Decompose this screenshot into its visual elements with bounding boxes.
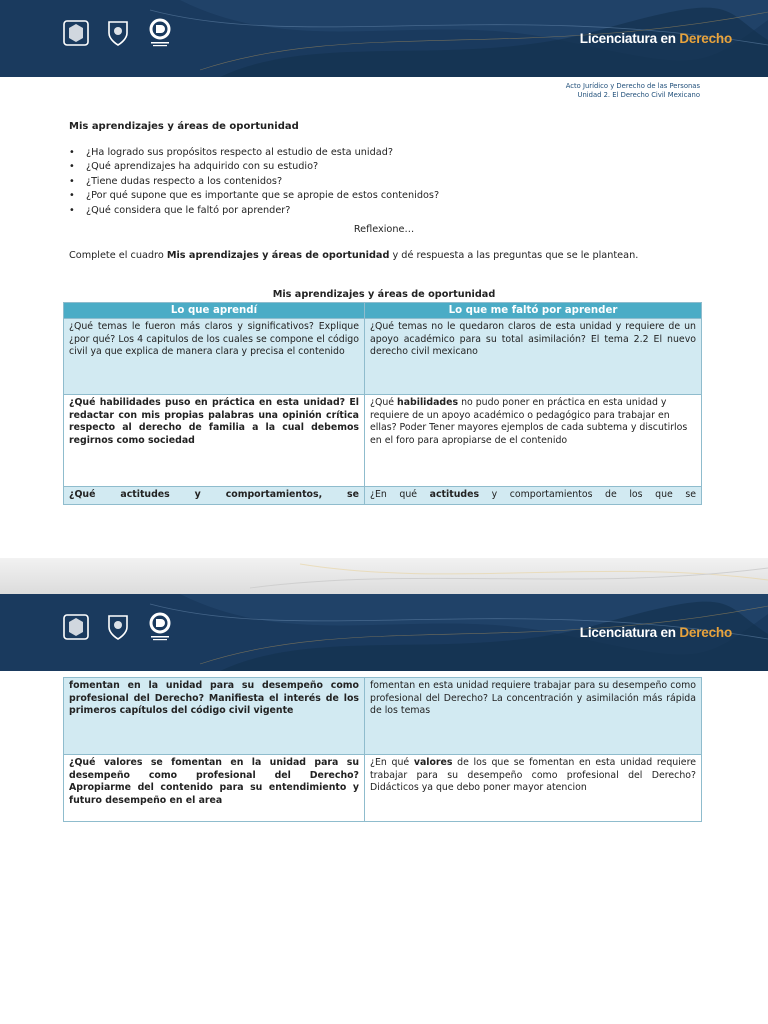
- column-header-missing: Lo que me faltó por aprender: [365, 303, 702, 319]
- course-title: Acto Jurídico y Derecho de las Personas: [565, 82, 700, 90]
- program-name: Licenciatura en Derecho: [579, 31, 732, 46]
- reflect-prompt: Reflexione…: [353, 224, 415, 235]
- faculty-shield-icon: [102, 16, 134, 50]
- question-item: • ¿Ha logrado sus propósitos respecto al estudio de esta unidad?: [69, 146, 439, 160]
- reflection-questions: [69, 146, 439, 218]
- unit-title: Unidad 2. El Derecho Civil Mexicano: [577, 91, 700, 99]
- question-item: • ¿Por qué supone que es importante que se apropie de estos contenidos?: [69, 189, 439, 203]
- learning-table-part-1: [63, 302, 702, 505]
- question-item: • ¿Qué considera que le faltó por aprender?: [69, 204, 439, 218]
- cell-topics-learned: ¿Qué temas le fueron más claros y significativos? Explique ¿por qué? Los 4 capitulos de los cuales se compone el código civil ya que explica de manera clara y precisa el contenido: [64, 319, 365, 395]
- course-reference: [566, 82, 700, 100]
- page-gap: [0, 558, 768, 594]
- cell-attitudes-learned: fomentan en la unidad para su desempeño como profesional del Derecho? Manifiesta el interés de los primeros capítulos del código civil vigente: [64, 678, 365, 755]
- table-caption: Mis aprendizajes y áreas de oportunidad: [272, 289, 496, 300]
- cell-attitudes-missing-top: ¿En qué actitudes y comportamientos de los que se: [365, 487, 702, 505]
- cell-values-missing: ¿En qué valores de los que se fomentan en esta unidad requiere trabajar para su desempeño como profesional del Derecho? Didácticos ya que debo poner mayor atencion: [365, 755, 702, 822]
- table-row: [64, 319, 702, 395]
- page-gap-decoration: [0, 558, 768, 594]
- table-row: [64, 755, 702, 822]
- table-row: [64, 487, 702, 505]
- section-title: Mis aprendizajes y áreas de oportunidad: [69, 121, 299, 132]
- cell-values-learned: ¿Qué valores se fomentan en la unidad para su desempeño como profesional del Derecho? Apropiarme del contenido para su entendimiento y futuro desempeño en el area: [64, 755, 365, 822]
- unam-seal-icon: [60, 610, 92, 644]
- cell-skills-missing: ¿Qué habilidades no pudo poner en práctica en esta unidad y requiere de un apoyo académico o pedagógico para trabajar en ellas? Poder Tener mayores ejemplos de cada subtema y discutirlos en el foro para apropiarse de el contenido: [365, 395, 702, 487]
- question-item: • ¿Qué aprendizajes ha adquirido con su estudio?: [69, 160, 439, 174]
- program-name: Licenciatura en Derecho: [579, 625, 732, 640]
- faculty-shield-icon: [102, 610, 134, 644]
- page-header-banner: [0, 594, 768, 671]
- learning-table-part-2: [63, 677, 702, 822]
- unam-seal-icon: [60, 16, 92, 50]
- table-row: [64, 395, 702, 487]
- cell-attitudes-missing: fomentan en esta unidad requiere trabajar para su desempeño como profesional del Derecho? La concentración y asimilación más rápida de los temas: [365, 678, 702, 755]
- instructions: Complete el cuadro Mis aprendizajes y áreas de oportunidad y dé respuesta a las preguntas que se le plantean.: [69, 250, 639, 261]
- sua-logo-icon: [144, 610, 176, 644]
- cell-topics-missing: ¿Qué temas no le quedaron claros de esta unidad y requiere de un apoyo académico para su total asimilación? El tema 2.2 El nuevo derecho civil mexicano: [365, 319, 702, 395]
- sua-logo-icon: [144, 16, 176, 50]
- cell-skills-learned: ¿Qué habilidades puso en práctica en esta unidad? El redactar con mis propias palabras una opinión crítica respecto al derecho de familia a la cual debemos regirnos como sociedad: [64, 395, 365, 487]
- page-header-banner: [0, 0, 768, 77]
- cell-attitudes-learned-top: ¿Qué actitudes y comportamientos, se: [64, 487, 365, 505]
- table-row: [64, 678, 702, 755]
- question-item: • ¿Tiene dudas respecto a los contenidos?: [69, 175, 439, 189]
- column-header-learned: Lo que aprendí: [64, 303, 365, 319]
